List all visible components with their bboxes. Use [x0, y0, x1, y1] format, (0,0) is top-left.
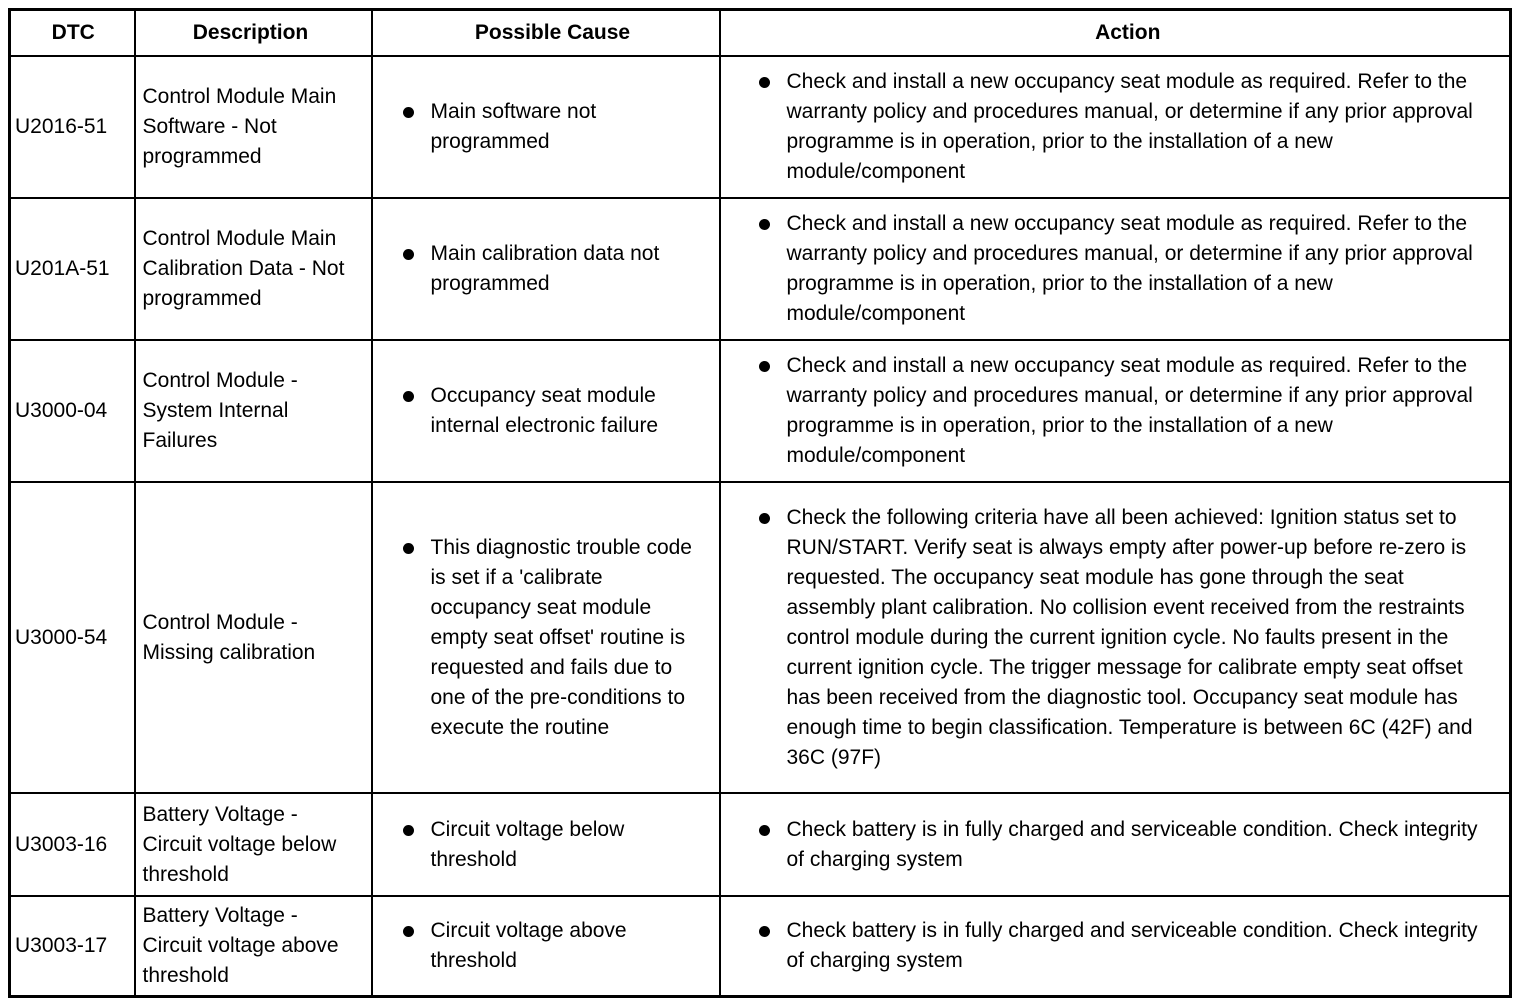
bullet-item [403, 533, 703, 743]
header-possible-cause: Possible Cause [372, 10, 720, 57]
action-text: Check the following criteria have all been achieved: Ignition status set to RUN/START. Verify seat is always empty after power-up before re-zero is requested. The occupancy seat module has gone through the seat assembly plant calibration. No collision event received from the restraints control module during the current ignition cycle. No faults present in the current ignition cycle. The trigger message for calibrate empty seat offset has been received from the diagnostic tool. Occupancy seat module has enough time to begin classification. Temperature is between 6C (42F) and 36C (97F) [786, 505, 1473, 769]
action-cell [720, 56, 1511, 198]
action-cell [720, 482, 1511, 793]
possible-cause-cell [372, 482, 720, 793]
bullet-icon [403, 825, 414, 836]
bullet-item [403, 381, 703, 441]
bullet-icon [759, 219, 770, 230]
bullet-icon [403, 249, 414, 260]
bullet-item [759, 351, 1498, 471]
table-header [10, 10, 1511, 57]
dtc-cell: U201A-51 [10, 198, 135, 340]
description-cell: Control Module Main Software - Not programmed [135, 56, 372, 198]
possible-cause-text: Main calibration data not programmed [430, 242, 660, 295]
bullet-icon [403, 391, 414, 402]
dtc-cell: U3003-16 [10, 793, 135, 896]
description-cell: Battery Voltage - Circuit voltage below threshold [135, 793, 372, 896]
action-text: Check battery is in fully charged and serviceable condition. Check integrity of charging system [786, 817, 1478, 871]
table-body [10, 56, 1511, 997]
bullet-icon [759, 361, 770, 372]
action-text: Check and install a new occupancy seat module as required. Refer to the warranty policy and procedures manual, or determine if any prior approval programme is in operation, prior to the installation of a new module/component [786, 354, 1473, 467]
table-row [10, 482, 1511, 793]
bullet-icon [759, 825, 770, 836]
dtc-cell: U3000-04 [10, 340, 135, 482]
possible-cause-cell [372, 896, 720, 997]
header-row [10, 10, 1511, 57]
bullet-item [403, 815, 703, 875]
bullet-item [403, 916, 703, 976]
table-row [10, 340, 1511, 482]
description-cell: Control Module - System Internal Failures [135, 340, 372, 482]
action-text: Check battery is in fully charged and serviceable condition. Check integrity of charging system [786, 919, 1478, 972]
header-action: Action [720, 10, 1511, 57]
header-description: Description [135, 10, 372, 57]
possible-cause-text: Circuit voltage above threshold [430, 919, 627, 972]
dtc-cell: U2016-51 [10, 56, 135, 198]
possible-cause-cell [372, 198, 720, 340]
action-text: Check and install a new occupancy seat module as required. Refer to the warranty policy and procedures manual, or determine if any prior approval programme is in operation, prior to the installation of a new module/component [786, 70, 1473, 183]
dtc-cell: U3000-54 [10, 482, 135, 793]
table-row [10, 198, 1511, 340]
bullet-item [759, 209, 1498, 329]
bullet-item [759, 503, 1498, 773]
bullet-item [403, 97, 703, 157]
table-row [10, 793, 1511, 896]
action-cell [720, 896, 1511, 997]
action-cell [720, 198, 1511, 340]
action-text: Check and install a new occupancy seat module as required. Refer to the warranty policy and procedures manual, or determine if any prior approval programme is in operation, prior to the installation of a new module/component [786, 212, 1473, 325]
possible-cause-text: Occupancy seat module internal electronic failure [430, 384, 659, 437]
description-cell: Control Module - Missing calibration [135, 482, 372, 793]
table-row [10, 56, 1511, 198]
bullet-icon [403, 543, 414, 554]
dtc-cell: U3003-17 [10, 896, 135, 997]
possible-cause-cell [372, 340, 720, 482]
bullet-item [759, 815, 1498, 875]
possible-cause-cell [372, 56, 720, 198]
table-row [10, 896, 1511, 997]
bullet-item [759, 916, 1498, 976]
bullet-icon [403, 926, 414, 937]
bullet-icon [759, 926, 770, 937]
bullet-icon [759, 513, 770, 524]
possible-cause-text: This diagnostic trouble code is set if a 'calibrate occupancy seat module empty seat offset' routine is requested and fails due to one of the pre-conditions to execute the routine [430, 535, 692, 739]
bullet-icon [759, 77, 770, 88]
action-cell [720, 340, 1511, 482]
bullet-icon [403, 107, 414, 118]
description-cell: Battery Voltage - Circuit voltage above threshold [135, 896, 372, 997]
header-dtc: DTC [10, 10, 135, 57]
bullet-item [403, 239, 703, 299]
description-cell: Control Module Main Calibration Data - Not programmed [135, 198, 372, 340]
possible-cause-cell [372, 793, 720, 896]
possible-cause-text: Circuit voltage below threshold [430, 817, 625, 871]
action-cell [720, 793, 1511, 896]
dtc-table [8, 8, 1512, 998]
bullet-item [759, 67, 1498, 187]
possible-cause-text: Main software not programmed [430, 100, 597, 153]
